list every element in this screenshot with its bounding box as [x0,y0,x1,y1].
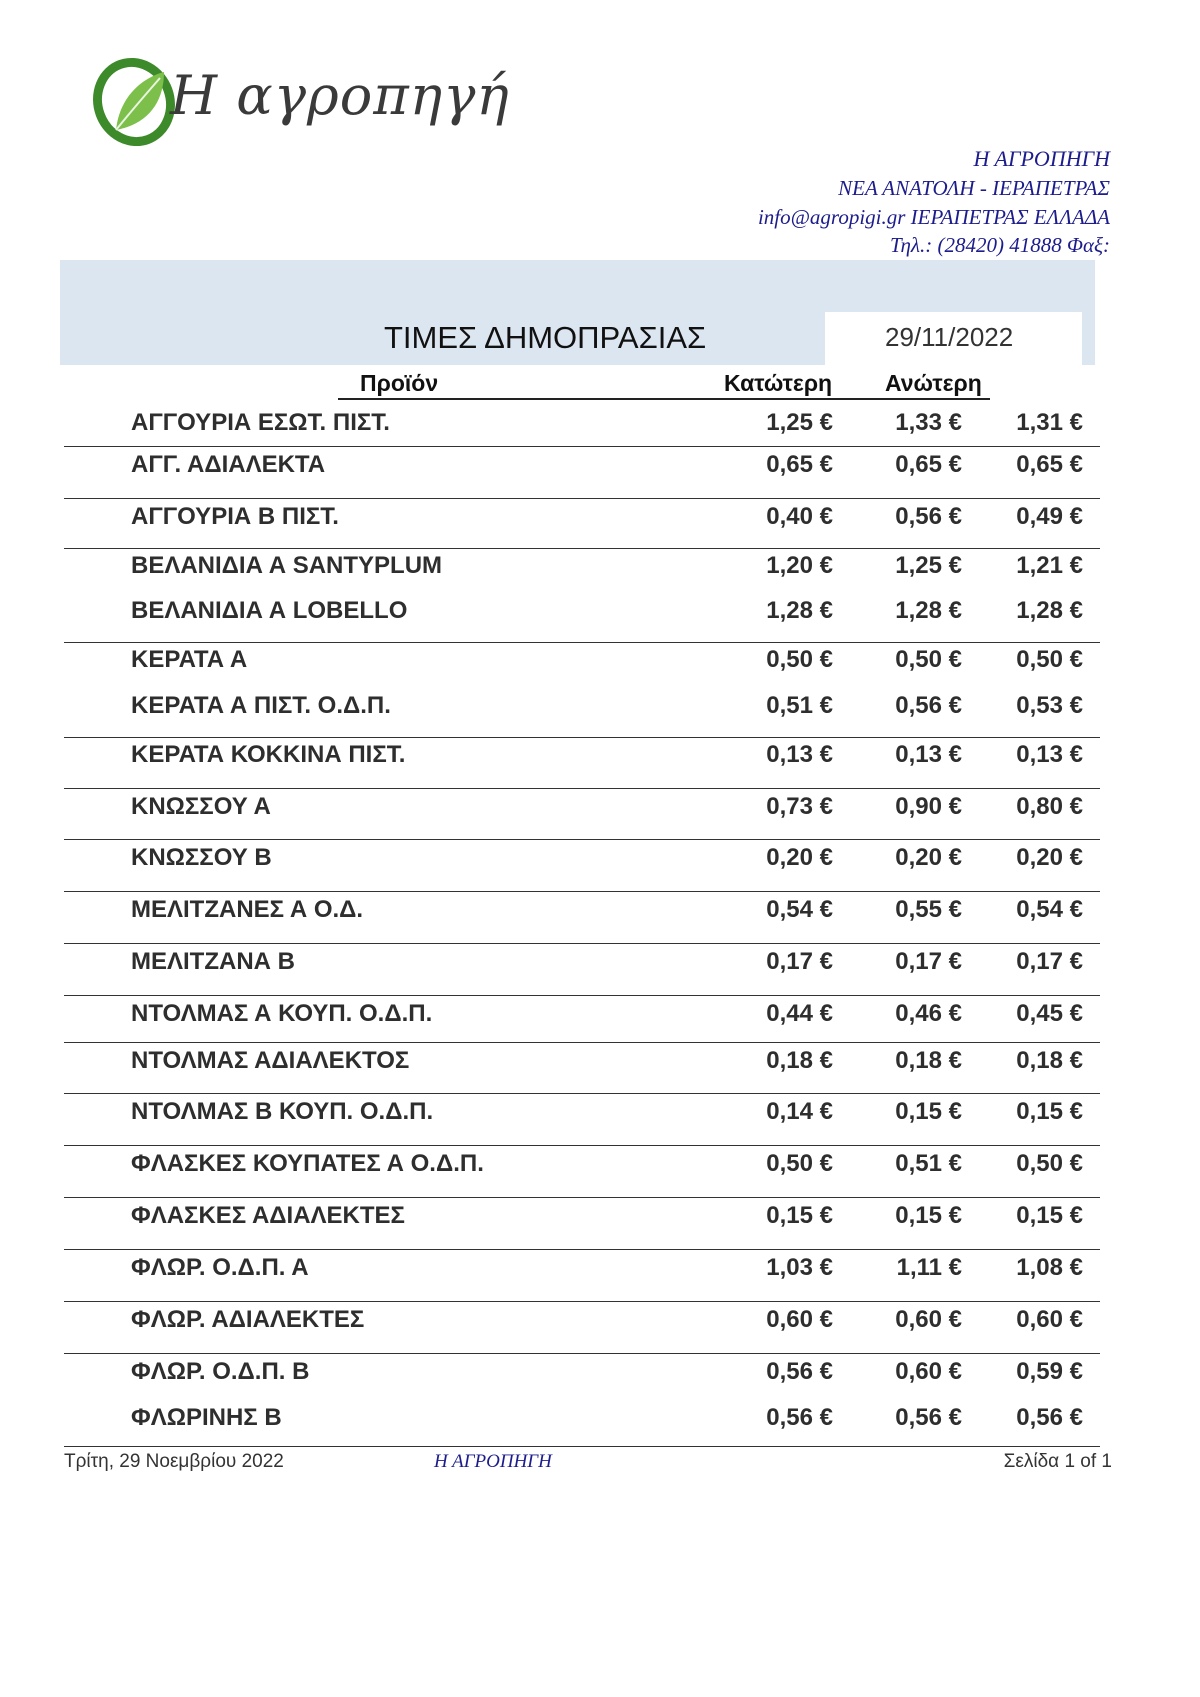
price-avg: 0,65 € [1016,451,1083,478]
table-row [0,1404,1200,1434]
row-separator [64,839,1100,840]
company-address: ΝΕΑ ΑΝΑΤΟΛΗ - ΙΕΡΑΠΕΤΡΑΣ [838,176,1110,200]
product-name: ΚΕΡΑΤΑ Α [131,646,248,673]
price-low: 1,28 € [766,597,833,624]
price-low: 0,13 € [766,741,833,768]
column-header-high: Ανώτερη [885,370,982,396]
footer-company: Η ΑΓΡΟΠΗΓΗ [434,1451,552,1472]
column-header-product: Προϊόν [360,370,439,396]
table-row [0,948,1200,978]
report-title: ΤΙΜΕΣ ΔΗΜΟΠΡΑΣΙΑΣ [384,320,707,355]
company-name: Η ΑΓΡΟΠΗΓΗ [973,146,1110,171]
product-name: ΝΤΟΛΜΑΣ Α ΚΟΥΠ. Ο.Δ.Π. [131,1000,433,1027]
price-avg: 0,54 € [1016,896,1083,923]
table-row [0,646,1200,676]
product-name: ΝΤΟΛΜΑΣ ΑΔΙΑΛΕΚΤΟΣ [131,1047,410,1074]
row-separator [64,1145,1100,1146]
row-separator [64,1353,1100,1354]
price-high: 1,25 € [895,552,962,579]
table-row [0,793,1200,823]
price-high: 1,28 € [895,597,962,624]
table-row [0,1306,1200,1336]
product-name: ΚΕΡΑΤΑ Α ΠΙΣΤ. Ο.Δ.Π. [131,692,391,719]
price-high: 0,56 € [895,1404,962,1431]
price-avg: 1,28 € [1016,597,1083,624]
row-separator [64,943,1100,944]
price-low: 0,20 € [766,844,833,871]
product-name: ΜΕΛΙΤΖΑΝΑ Β [131,948,295,975]
table-row [0,896,1200,926]
table-row [0,1150,1200,1180]
price-high: 0,15 € [895,1098,962,1125]
price-avg: 0,15 € [1016,1202,1083,1229]
product-name: ΦΛΩΡ. Ο.Δ.Π. Β [131,1358,310,1385]
price-avg: 0,20 € [1016,844,1083,871]
row-separator [64,1093,1100,1094]
price-high: 0,55 € [895,896,962,923]
row-separator [64,548,1100,549]
table-row [0,692,1200,722]
row-separator [64,498,1100,499]
price-high: 0,60 € [895,1358,962,1385]
product-name: ΚΕΡΑΤΑ ΚΟΚΚΙΝΑ ΠΙΣΤ. [131,741,406,768]
price-avg: 0,15 € [1016,1098,1083,1125]
table-row [0,409,1200,439]
row-separator [64,1446,1100,1447]
product-name: ΦΛΩΡ. Ο.Δ.Π. Α [131,1254,309,1281]
price-avg: 0,60 € [1016,1306,1083,1333]
price-high: 0,60 € [895,1306,962,1333]
product-name: ΚΝΩΣΣΟΥ Β [131,844,272,871]
price-low: 1,25 € [766,409,833,436]
column-header-low: Κατώτερη [724,370,833,396]
row-separator [64,446,1100,447]
logo-wordmark: Η αγροπηγή [170,64,510,127]
table-row [0,1047,1200,1077]
price-high: 0,50 € [895,646,962,673]
product-name: ΑΓΓΟΥΡΙΑ ΕΣΩΤ. ΠΙΣΤ. [131,409,390,436]
price-avg: 0,50 € [1016,646,1083,673]
row-separator [64,642,1100,643]
product-name: ΒΕΛΑΝΙΔΙΑ Α LOBELLO [131,597,408,624]
price-low: 0,56 € [766,1404,833,1431]
company-phone: Τηλ.: (28420) 41888 Φαξ: [889,233,1110,257]
price-low: 0,73 € [766,793,833,820]
product-name: ΑΓΓ. ΑΔΙΑΛΕΚΤΑ [131,451,326,478]
report-date: 29/11/2022 [885,322,1014,352]
price-high: 0,46 € [895,1000,962,1027]
product-name: ΜΕΛΙΤΖΑΝΕΣ Α Ο.Δ. [131,896,364,923]
product-name: ΦΛΩΡΙΝΗΣ Β [131,1404,282,1431]
price-avg: 0,17 € [1016,948,1083,975]
price-low: 0,60 € [766,1306,833,1333]
product-name: ΑΓΓΟΥΡΙΑ Β ΠΙΣΤ. [131,503,339,530]
price-avg: 0,50 € [1016,1150,1083,1177]
price-high: 1,11 € [896,1254,962,1281]
price-low: 0,50 € [766,646,833,673]
price-low: 1,03 € [766,1254,833,1281]
price-low: 0,56 € [766,1358,833,1385]
product-name: ΚΝΩΣΣΟΥ Α [131,793,271,820]
row-separator [64,737,1100,738]
price-high: 0,17 € [895,948,962,975]
table-row [0,1202,1200,1232]
price-low: 0,17 € [766,948,833,975]
price-avg: 1,31 € [1016,409,1083,436]
table-row [0,1254,1200,1284]
row-separator [64,1197,1100,1198]
row-separator [64,1249,1100,1250]
footer-date: Τρίτη, 29 Νοεμβρίου 2022 [64,1451,284,1472]
price-high: 0,20 € [895,844,962,871]
product-name: ΦΛΑΣΚΕΣ ΑΔΙΑΛΕΚΤΕΣ [131,1202,405,1229]
price-high: 0,65 € [895,451,962,478]
price-low: 0,51 € [766,692,833,719]
price-avg: 0,56 € [1016,1404,1083,1431]
footer-page-number: Σελίδα 1 of 1 [1003,1451,1112,1472]
row-separator [64,1301,1100,1302]
price-avg: 0,49 € [1016,503,1083,530]
header-underline [338,398,990,400]
price-avg: 0,53 € [1016,692,1083,719]
row-separator [64,788,1100,789]
table-row [0,451,1200,481]
price-high: 0,90 € [895,793,962,820]
price-low: 0,54 € [766,896,833,923]
row-separator [64,1042,1100,1043]
table-row [0,844,1200,874]
price-high: 1,33 € [895,409,962,436]
product-name: ΝΤΟΛΜΑΣ Β ΚΟΥΠ. Ο.Δ.Π. [131,1098,434,1125]
price-low: 0,65 € [766,451,833,478]
price-avg: 0,18 € [1016,1047,1083,1074]
price-avg: 0,13 € [1016,741,1083,768]
row-separator [64,891,1100,892]
price-high: 0,56 € [895,692,962,719]
company-email: info@agropigi.gr ΙΕΡΑΠΕΤΡΑΣ ΕΛΛΑΔΑ [757,205,1110,229]
product-name: ΦΛΑΣΚΕΣ ΚΟΥΠΑΤΕΣ Α Ο.Δ.Π. [131,1150,484,1177]
price-avg: 0,80 € [1016,793,1083,820]
price-low: 0,50 € [766,1150,833,1177]
price-high: 0,13 € [895,741,962,768]
table-row [0,503,1200,533]
table-row [0,597,1200,627]
table-row [0,741,1200,771]
price-low: 0,18 € [766,1047,833,1074]
table-row [0,1000,1200,1030]
price-high: 0,51 € [895,1150,962,1177]
price-high: 0,15 € [895,1202,962,1229]
product-name: ΒΕΛΑΝΙΔΙΑ Α SANTYPLUM [131,552,443,579]
price-high: 0,56 € [895,503,962,530]
price-avg: 1,08 € [1016,1254,1083,1281]
price-low: 0,40 € [766,503,833,530]
price-avg: 0,59 € [1016,1358,1083,1385]
price-avg: 1,21 € [1016,552,1083,579]
table-row [0,552,1200,582]
price-low: 0,44 € [766,1000,833,1027]
price-avg: 0,45 € [1016,1000,1083,1027]
row-separator [64,995,1100,996]
product-name: ΦΛΩΡ. ΑΔΙΑΛΕΚΤΕΣ [131,1306,365,1333]
price-low: 0,14 € [766,1098,833,1125]
price-high: 0,18 € [895,1047,962,1074]
table-row [0,1098,1200,1128]
price-low: 1,20 € [766,552,833,579]
price-low: 0,15 € [766,1202,833,1229]
table-row [0,1358,1200,1388]
